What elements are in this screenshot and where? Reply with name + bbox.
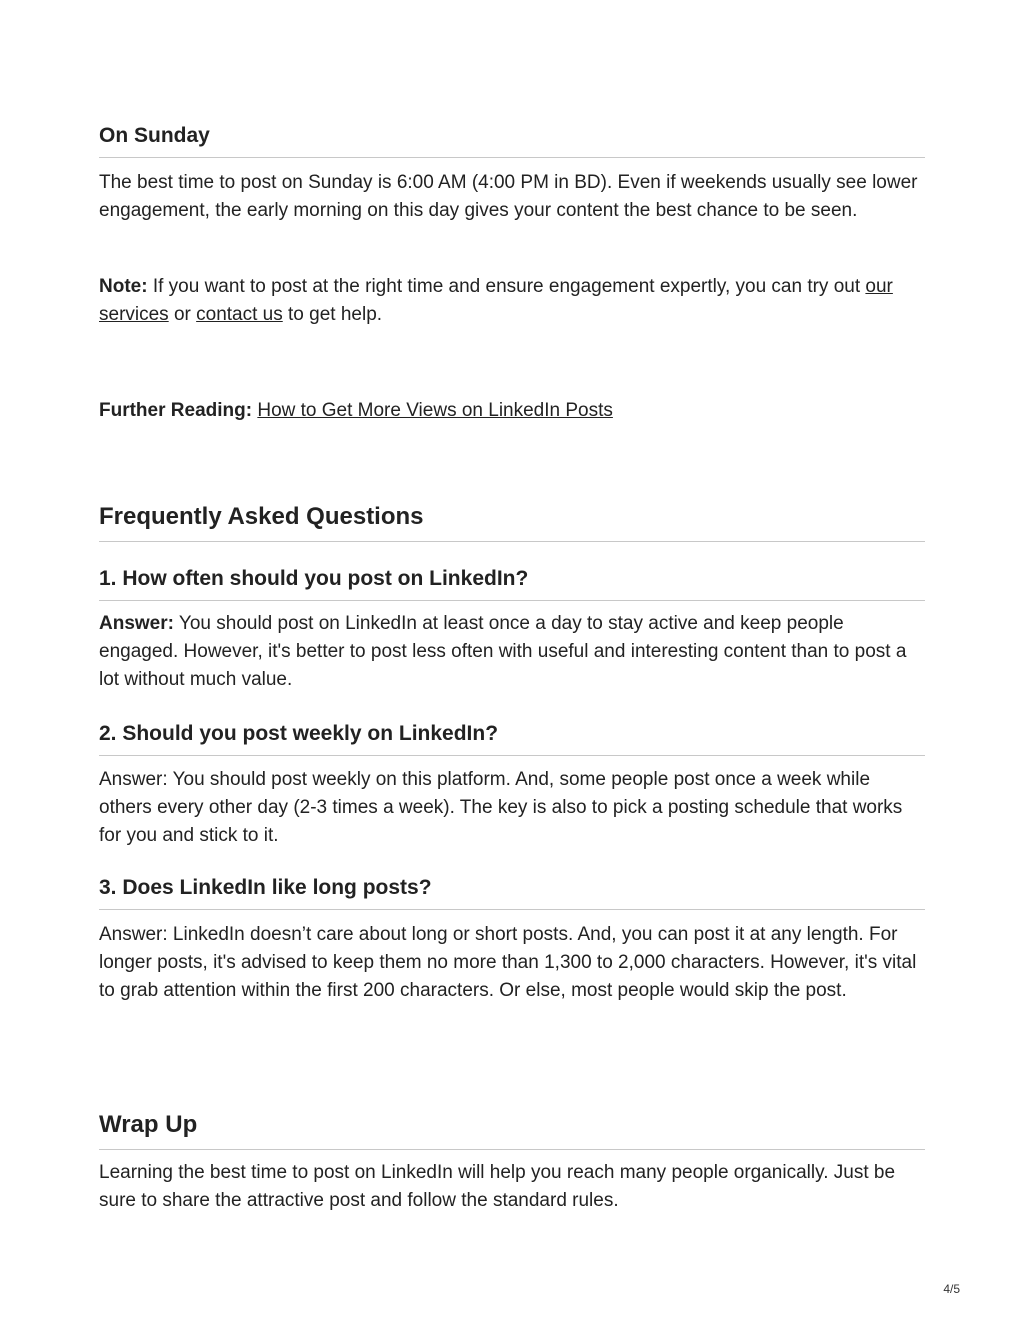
sunday-body: The best time to post on Sunday is 6:00 AM (4:00 PM in BD). Even if weekends usually see lower engagement, the early morning on this day gives your content the best chance to be seen. [99,172,918,221]
note-paragraph [99,273,925,329]
faq-q2-heading: 2. Should you post weekly on LinkedIn? [99,722,925,756]
faq-q2-answer: Answer: You should post weekly on this platform. And, some people post once a week while others every other day (2-3 times a week). The key is also to pick a posting schedule that works for you and stick to it. [99,769,903,846]
note-text-middle: or [168,304,197,325]
wrap-up-heading: Wrap Up [99,1111,925,1150]
faq-q1-answer-label: Answer: [99,613,174,634]
note-label: Note: [99,276,148,297]
faq-q1-answer-text: You should post on LinkedIn at least once a day to stay active and keep people engaged. However, it's better to post less often with useful and interesting content than to post a lot without much value. [99,613,907,690]
note-text-before: If you want to post at the right time and ensure engagement expertly, you can try out [147,276,866,297]
further-reading-link[interactable]: How to Get More Views on LinkedIn Posts [257,400,613,421]
faq-q1-answer [99,610,925,694]
further-reading [99,397,925,425]
sunday-heading: On Sunday [99,124,925,158]
further-reading-label: Further Reading: [99,400,253,421]
page-number: 4/5 [943,1282,960,1296]
faq-heading: Frequently Asked Questions [99,503,925,542]
faq-q3-heading: 3. Does LinkedIn like long posts? [99,876,925,910]
faq-q1-heading: 1. How often should you post on LinkedIn? [99,567,925,601]
our-services-link[interactable]: our services [99,276,893,325]
faq-q3-answer: Answer: LinkedIn doesn’t care about long or short posts. And, you can post it at any length. For longer posts, it's advised to keep them no more than 1,300 to 2,000 characters. However, it's vital to grab attention within the first 200 characters. Or else, most people would skip the post. [99,924,917,1001]
note-text-after: to get help. [282,304,383,325]
contact-us-link[interactable]: contact us [196,304,283,325]
wrap-up-body: Learning the best time to post on LinkedIn will help you reach many people organically. Just be sure to share the attractive post and follow the standard rules. [99,1162,896,1211]
